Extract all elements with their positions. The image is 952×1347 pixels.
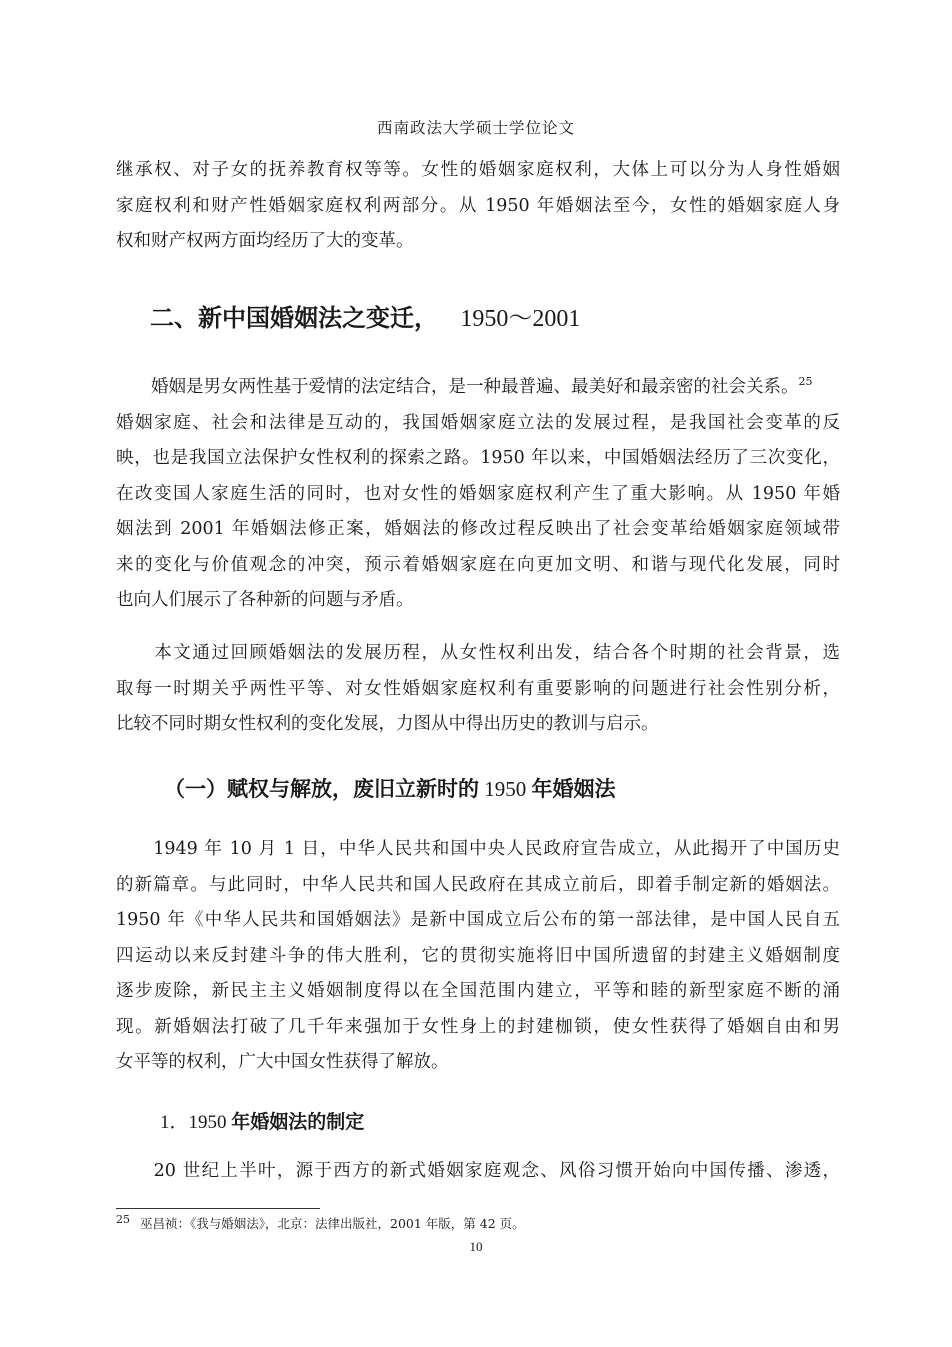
- text-line: 现。新婚姻法打破了几千年来强加于女性身上的封建枷锁，使女性获得了婚姻自由和男: [116, 1016, 840, 1037]
- text-line: 比较不同时期女性权利的变化发展，力图从中得出历史的教训与启示。: [116, 714, 659, 734]
- text-line: 权和财产权两方面均经历了大的变革。: [116, 231, 414, 251]
- intro-paragraph: [116, 153, 840, 260]
- section-heading: [150, 298, 580, 333]
- paragraph-4: [116, 1154, 840, 1190]
- section-heading-text: 二、新中国婚姻法之变迁，: [150, 304, 438, 332]
- subsection-heading: [164, 773, 616, 803]
- text-line: 映，也是我国立法保护女性权利的探索之路。1950 年以来，中国婚姻法经历了三次变化，: [116, 448, 840, 468]
- section-heading-years: 1950～2001: [460, 306, 581, 332]
- paragraph-1-first-line: 婚姻是男女两性基于爱情的法定结合，是一种最普遍、最美好和最亲密的社会关系。: [116, 377, 799, 397]
- text-line: 家庭权利和财产性婚姻家庭权利两部分。从 1950 年婚姻法至今，女性的婚姻家庭人身: [116, 195, 840, 216]
- text-line: 继承权、对子女的抚养教育权等等。女性的婚姻家庭权利，大体上可以分为人身性婚姻: [116, 160, 840, 180]
- text-line: 也向人们展示了各种新的问题与矛盾。: [116, 590, 414, 610]
- text-line: 的新篇章。与此同时，中华人民共和国人民政府在其成立前后，即着手制定新的婚姻法。: [116, 874, 840, 895]
- paragraph-2: [116, 636, 840, 743]
- footnote: [116, 1214, 525, 1232]
- subsection-heading-suffix: 年婚姻法: [531, 777, 616, 801]
- text-line: 婚姻家庭、社会和法律是互动的，我国婚姻家庭立法的发展过程，是我国社会变革的反: [116, 412, 840, 433]
- text-line: 在改变国人家庭生活的同时，也对女性的婚姻家庭权利产生了重大影响。从 1950 年婚: [116, 483, 840, 504]
- running-header: 西南政法大学硕士学位论文: [376, 119, 575, 137]
- footnote-text: 巫昌祯：《我与婚姻法》，北京：法律出版社，2001 年版，第 42 页。: [139, 1216, 525, 1231]
- subsection-heading-prefix: （一）赋权与解放，废旧立新时的: [164, 777, 479, 801]
- footnote-reference[interactable]: 25: [798, 375, 813, 389]
- text-line: 取每一时期关乎两性平等、对女性婚姻家庭权利有重要影响的问题进行社会性别分析，: [116, 678, 840, 699]
- text-line: 1949 年 10 月 1 日，中华人民共和国中央人民政府宣告成立，从此揭开了中国历史: [116, 839, 840, 859]
- page-number: 10: [469, 1239, 483, 1254]
- footnote-number: 25: [116, 1212, 130, 1226]
- subsubsection-number: 1．1950: [160, 1112, 232, 1133]
- text-line: [116, 370, 840, 406]
- subsection-heading-year: 1950: [479, 777, 532, 801]
- text-line: 四运动以来反封建斗争的伟大胜利，它的贯彻实施将旧中国所遗留的封建主义婚姻制度: [116, 945, 840, 966]
- text-line: 女平等的权利，广大中国女性获得了解放。: [116, 1052, 449, 1072]
- text-line: 逐步废除，新民主主义婚姻制度得以在全国范围内建立，平等和睦的新型家庭不断的涌: [116, 981, 840, 1001]
- subsubsection-text: 年婚姻法的制定: [231, 1111, 365, 1133]
- text-line: 1950 年《中华人民共和国婚姻法》是新中国成立后公布的第一部法律，是中国人民自五: [116, 910, 840, 930]
- footnote-divider: [116, 1208, 320, 1209]
- text-line: 姻法到 2001 年婚姻法修正案，婚姻法的修改过程反映出了社会变革给婚姻家庭领域带: [116, 519, 840, 539]
- text-line: 20 世纪上半叶，源于西方的新式婚姻家庭观念、风俗习惯开始向中国传播、渗透，: [116, 1161, 840, 1181]
- subsubsection-heading: [160, 1107, 364, 1134]
- paragraph-3: [116, 832, 840, 1081]
- text-line: 来的变化与价值观念的冲突，预示着婚姻家庭在向更加文明、和谐与现代化发展，同时: [116, 554, 840, 575]
- paragraph-1: [116, 370, 840, 619]
- text-line: 本文通过回顾婚姻法的发展历程，从女性权利出发，结合各个时期的社会背景，选: [116, 643, 840, 663]
